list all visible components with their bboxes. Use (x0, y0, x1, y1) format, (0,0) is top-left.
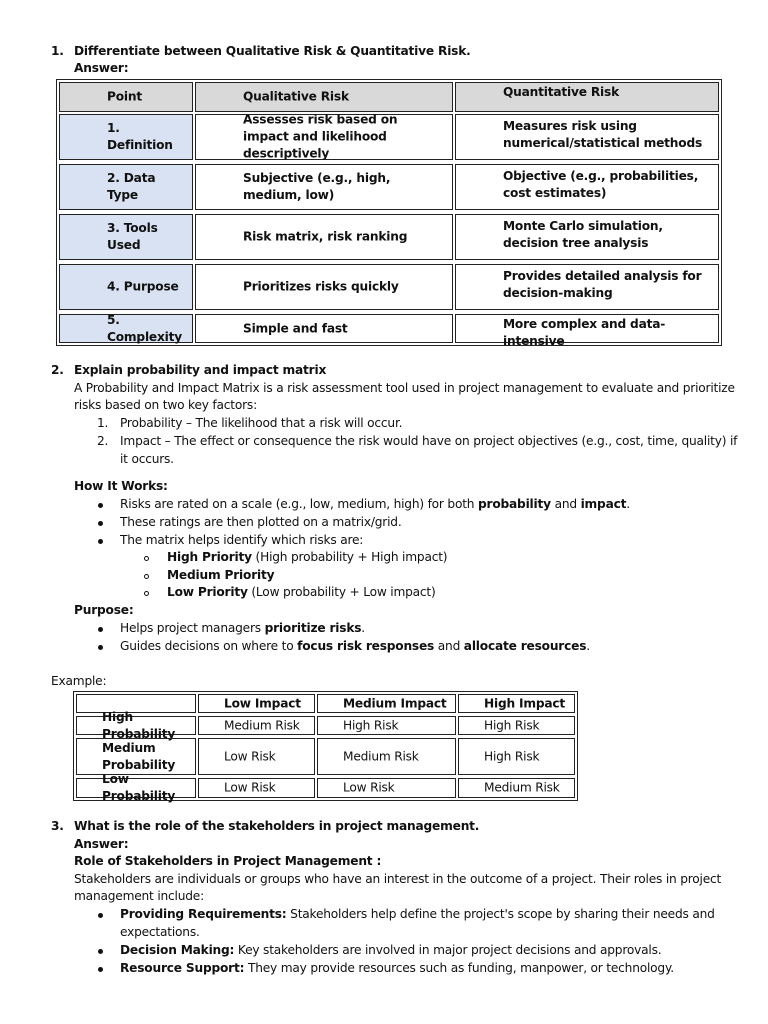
q3-intro: management include: (74, 889, 204, 903)
bullet-icon (98, 521, 103, 526)
table-cell: Monte Carlo simulation, decision tree analysis (455, 214, 719, 260)
comparison-table (56, 79, 722, 346)
table-cell: Provides detailed analysis for decision-making (455, 264, 719, 310)
matrix-header-cell: High Impact (458, 694, 575, 713)
example-label: Example: (51, 674, 107, 688)
table-cell: Measures risk using numerical/statistical methods (455, 114, 719, 160)
q3-question: What is the role of the stakeholders in project management. (74, 819, 480, 833)
priority-item: Medium Priority (167, 568, 275, 582)
factor-number: 1. (97, 416, 109, 430)
role-item: Resource Support: They may provide resources such as funding, manpower, or technology. (120, 961, 674, 975)
factor-text: Probability – The likelihood that a risk will occur. (120, 416, 403, 430)
matrix-cell: Medium Risk (317, 738, 456, 775)
list-item: Guides decisions on where to focus risk responses and allocate resources. (120, 639, 590, 653)
bullet-icon (98, 949, 103, 954)
q1-number: 1. (51, 44, 64, 58)
matrix-row-label: Low Probability (76, 778, 196, 798)
table-row-point: 2. Data Type (59, 164, 193, 210)
priority-item: High Priority (High probability + High impact) (167, 550, 448, 564)
factor-number: 2. (97, 434, 109, 448)
matrix-cell: High Risk (458, 716, 575, 735)
circle-bullet-icon (144, 591, 149, 596)
table-cell: More complex and data-intensive (455, 314, 719, 343)
matrix-cell: Low Risk (317, 778, 456, 798)
bullet-icon (98, 627, 103, 632)
circle-bullet-icon (144, 574, 149, 579)
table-row-point: 5. Complexity (59, 314, 193, 343)
matrix-header-cell: Low Impact (198, 694, 315, 713)
bullet-icon (98, 645, 103, 650)
table-row-point: 3. Tools Used (59, 214, 193, 260)
circle-bullet-icon (144, 556, 149, 561)
role-item: Decision Making: Key stakeholders are involved in major project decisions and approvals. (120, 943, 662, 957)
factor-text: it occurs. (120, 452, 174, 466)
list-item: The matrix helps identify which risks are: (120, 533, 364, 547)
matrix-cell: Low Risk (198, 778, 315, 798)
matrix-cell: High Risk (317, 716, 456, 735)
matrix-cell: High Risk (458, 738, 575, 775)
bullet-icon (98, 967, 103, 972)
matrix-header-cell: Medium Impact (317, 694, 456, 713)
q1-answer-label: Answer: (74, 61, 129, 75)
q2-intro: risks based on two key factors: (74, 398, 257, 412)
priority-item: Low Priority (Low probability + Low impact) (167, 585, 436, 599)
purpose-heading: Purpose: (74, 603, 134, 617)
table-cell: Risk matrix, risk ranking (195, 214, 453, 260)
table-header-cell: Quantitative Risk (455, 82, 719, 112)
q1-question: Differentiate between Qualitative Risk & Quantitative Risk. (74, 44, 471, 58)
q2-intro: A Probability and Impact Matrix is a risk assessment tool used in project management to evaluate and prioritize (74, 381, 735, 395)
factor-text: Impact – The effect or consequence the risk would have on project objectives (e.g., cost, time, quality) if (120, 434, 738, 448)
q3-subheading: Role of Stakeholders in Project Management : (74, 854, 382, 868)
table-cell: Objective (e.g., probabilities, cost estimates) (455, 164, 719, 210)
role-item: Providing Requirements: Stakeholders help define the project's scope by sharing their needs and (120, 907, 715, 921)
q2-number: 2. (51, 363, 64, 377)
how-it-works-heading: How It Works: (74, 479, 168, 493)
q3-answer-label: Answer: (74, 837, 129, 851)
q3-number: 3. (51, 819, 64, 833)
table-cell: Prioritizes risks quickly (195, 264, 453, 310)
list-item: Helps project managers prioritize risks. (120, 621, 365, 635)
table-cell: Assesses risk based on impact and likelihood descriptively (195, 114, 453, 160)
table-header-cell: Qualitative Risk (195, 82, 453, 112)
table-header-cell: Point (59, 82, 193, 112)
bullet-icon (98, 503, 103, 508)
bullet-icon (98, 539, 103, 544)
matrix-row-label: High Probability (76, 716, 196, 735)
list-item: Risks are rated on a scale (e.g., low, medium, high) for both probability and impact. (120, 497, 630, 511)
table-cell: Subjective (e.g., high, medium, low) (195, 164, 453, 210)
matrix-row-label: Medium Probability (76, 738, 196, 775)
matrix-cell: Medium Risk (198, 716, 315, 735)
list-item: These ratings are then plotted on a matrix/grid. (120, 515, 402, 529)
matrix-cell: Medium Risk (458, 778, 575, 798)
table-row-point: 4. Purpose (59, 264, 193, 310)
table-cell: Simple and fast (195, 314, 453, 343)
role-item: expectations. (120, 925, 200, 939)
bullet-icon (98, 913, 103, 918)
matrix-cell: Low Risk (198, 738, 315, 775)
table-row-point: 1. Definition (59, 114, 193, 160)
q2-question: Explain probability and impact matrix (74, 363, 327, 377)
q3-intro: Stakeholders are individuals or groups who have an interest in the outcome of a project. Their roles in project (74, 872, 722, 886)
probability-impact-matrix (73, 691, 578, 801)
